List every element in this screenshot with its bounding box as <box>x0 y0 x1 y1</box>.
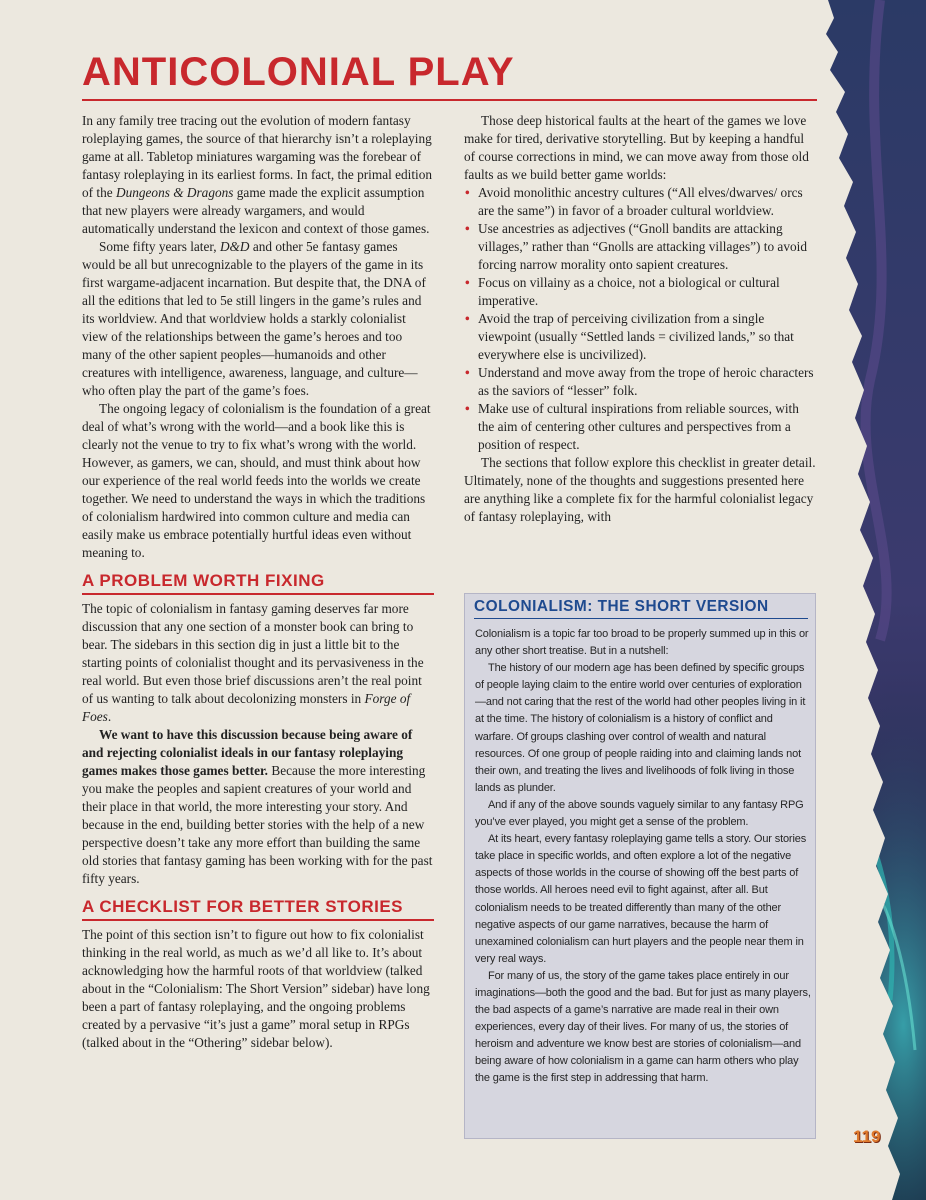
text: In any family tree tracing out the evolution of modern fantasy roleplaying games, the source of that hierarchy isn’t a roleplaying game at all. Tabletop miniatures wargaming was the forebear of fantasy roleplaying in its earliest forms. In fact, the primal edition of the <box>82 113 433 200</box>
book-title-forge: Forge of Foes <box>82 691 411 724</box>
bold-statement: We want to have this discussion because being aware of and rejecting colonialist ideals in our fantasy roleplaying games makes those games better. <box>82 727 413 778</box>
heading-problem-worth-fixing: A PROBLEM WORTH FIXING <box>82 571 325 590</box>
page-number: 119 <box>853 1127 881 1146</box>
paragraph-outro: The sections that follow explore this checklist in greater detail. Ultimately, none of the thoughts and suggestions presented here are anything like a complete fix for the harmful colonialist legacy of fantasy roleplaying, with <box>464 455 816 524</box>
text: . <box>107 709 112 724</box>
left-column <box>82 112 434 1052</box>
sidebar-paragraph: The history of our modern age has been defined by specific groups of people laying claim to the entire world over centuries of exploration—and not caring that the rest of the world had other peoples living in it at the time. The history of colonialism is a history of conflict and warfare. Of groups clashing over control of wealth and natural resources. Of one group of people raiding into and claiming lands not their own, and treating the lives and livelihoods of folk living in those lands as plunder. <box>475 662 806 794</box>
paragraph-fifty-years <box>82 238 434 400</box>
checklist-item: • Focus on villainy as a choice, not a biological or cultural imperative. <box>464 274 816 310</box>
sidebar-paragraph: For many of us, the story of the game takes place entirely in our imaginations—both the good and the bad. But for just as many players, the bad aspects of a game’s narrative are made real in their own experiences, every day of their lives. For many of us, the stories of heroism and adventure we know best are stories of colonialism—and being aware of how colonialism in a game can harm others who play the game is the first step in addressing that harm. <box>475 969 811 1085</box>
checklist-item: • Avoid the trap of perceiving civilization from a single viewpoint (usually “Settled lands = civilized lands,” so that everywhere else is uncivilized). <box>464 310 816 364</box>
sidebar-title-underline <box>474 618 808 619</box>
paragraph-topic <box>82 600 434 726</box>
heading-checklist: A CHECKLIST FOR BETTER STORIES <box>82 897 404 916</box>
title-underline <box>82 99 817 101</box>
page-title: ANTICOLONIAL PLAY <box>82 50 515 94</box>
sidebar-paragraph: And if any of the above sounds vaguely similar to any fantasy RPG you’ve ever played, you might get a sense of the problem. <box>475 798 804 829</box>
sidebar-colonialism <box>464 593 816 1139</box>
paragraph-family-tree <box>82 112 434 238</box>
text: game made the explicit assumption that new players were already wargamers, and would automatically understand the lexicon and context of those games. <box>82 185 430 236</box>
book-title-dnd-short: D&D <box>219 239 250 254</box>
sidebar-body <box>475 626 811 1088</box>
sidebar-paragraph: Colonialism is a topic far too broad to be properly summed up in this or any other short treatise. But in a nutshell: <box>475 628 809 658</box>
heading-underline <box>82 919 434 921</box>
checklist-item: • Avoid monolithic ancestry cultures (“All elves/dwarves/ orcs are the same”) in favor of a broader cultural worldview. <box>464 184 816 220</box>
checklist <box>464 184 816 454</box>
checklist-item: • Use ancestries as adjectives (“Gnoll bandits are attacking villages,” rather than “Gnolls are attacking villages”) to avoid forcing narrow morality onto sapient creatures. <box>464 220 816 274</box>
right-column <box>464 112 816 526</box>
sidebar-title: COLONIALISM: THE SHORT VERSION <box>474 598 769 615</box>
paragraph-point: The point of this section isn’t to figure out how to fix colonialist thinking in the real world, as much as we’d all like to. It’s about acknowledging how the harmful roots of that worldview (talked about in the “Colonialism: The Short Version” sidebar) have long been a part of fantasy roleplaying, and the ongoing problems created by a pervasive “it’s just a game” moral setup in RPGs (talked about in the “Othering” sidebar below). <box>82 927 430 1050</box>
checklist-item: • Make use of cultural inspirations from reliable sources, with the aim of centering other cultures and perspectives from a position of respect. <box>464 400 816 454</box>
text: and other 5e fantasy games would be all but unrecognizable to the players of the game in its first wargame-adjacent incarnation. But despite that, the DNA of all the editions that led to 5e still lingers in the game’s rules and its worldview. And that worldview holds a starkly colonialist view of the relationships between the game’s heroes and too many of the other sapient peoples—humanoids and other creatures with intelligence, awareness, language, and culture—who often play the part of the game’s foes. <box>82 239 426 398</box>
sidebar-paragraph: At its heart, every fantasy roleplaying game tells a story. Our stories take place in specific worlds, and often explore a lot of the negative aspects of those worlds in the course of showing off the best parts of those worlds. All heroes need evil to fight against, after all. But colonialism needs to be treated differently than many of the other negative aspects of our game narratives, because the harm of unexamined colonialism can hurt players and the people near them in very real ways. <box>475 833 807 965</box>
paragraph-intro: Those deep historical faults at the heart of the games we love make for tired, derivative storytelling. But by keeping a handful of course corrections in mind, we can move away from those old faults as we build better game worlds: <box>464 113 809 182</box>
text: Some fifty years later, <box>99 239 220 254</box>
book-title-dnd: Dungeons & Dragons <box>115 185 234 200</box>
paragraph-legacy: The ongoing legacy of colonialism is the foundation of a great deal of what’s wrong with the world—and a book like this is clearly not the venue to try to fix what’s wrong with the world. However, as gamers, we can, should, and must think about how our experience of the real world feeds into the worlds we create together. We need to understand the ways in which the traditions of colonialism hardwired into common culture and media can easily make us embrace potentially hurtful ideas even without meaning to. <box>82 401 431 560</box>
text: Because the more interesting you make the peoples and sapient creatures of your world and their place in that world, the more interesting your story. And because in the end, building better stories with the help of a new perspective doesn’t take any more effort than building the same old stories that fantasy gaming has been working with for the past fifty years. <box>82 763 433 886</box>
text: The topic of colonialism in fantasy gaming deserves far more discussion that any one section of a monster book can bring to bear. The sidebars in this section dig in just a little bit to the starting points of colonialist thought and its pervasiveness in the real world. But even those brief discussions aren’t the real point of us wanting to talk about decolonizing monsters in <box>82 601 424 706</box>
checklist-item: • Understand and move away from the trope of heroic characters as the saviors of “lesser” folk. <box>464 364 816 400</box>
heading-underline <box>82 593 434 595</box>
paragraph-why <box>82 726 434 888</box>
